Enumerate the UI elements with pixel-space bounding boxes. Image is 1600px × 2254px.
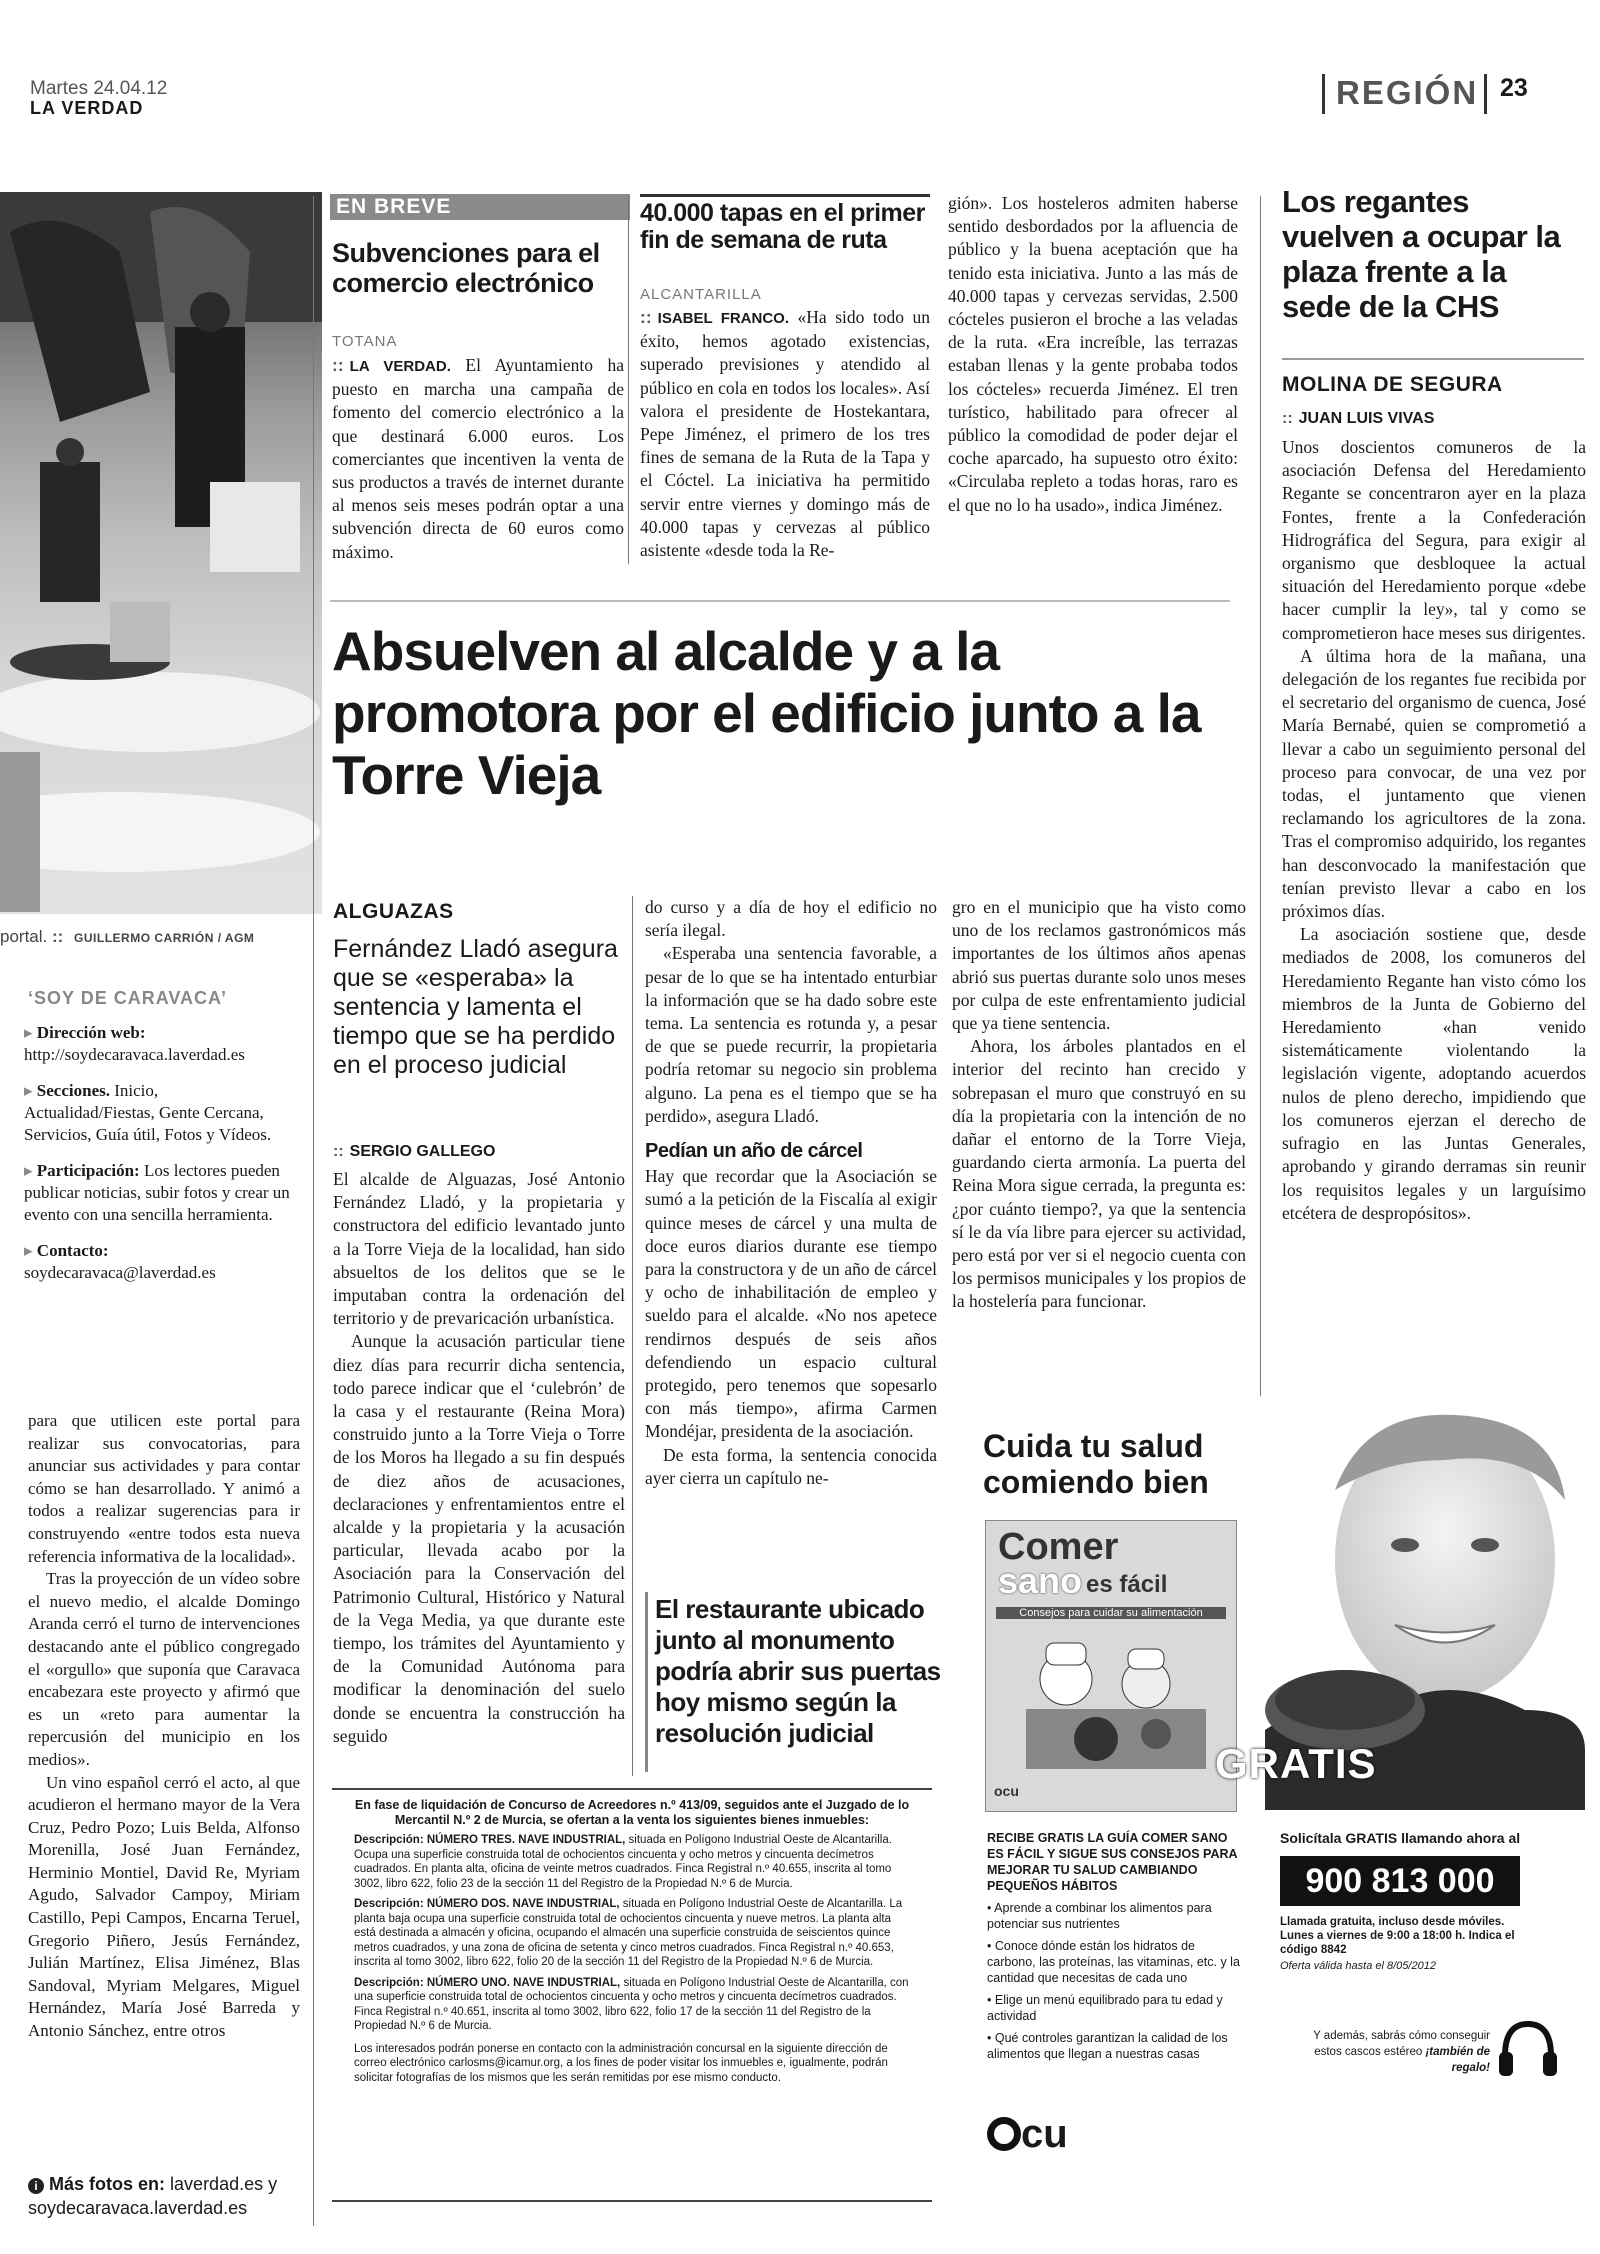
box-item-label: Secciones. — [36, 1081, 110, 1100]
issue-date: Martes 24.04.12 — [30, 78, 168, 99]
legal-intro: En fase de liquidación de Concurso de Acreedores n.º 413/09, seguidos ante el Juzgado de lo Mercantil N.º 2 de Murcia, se ofertan a la venta los siguientes bienes inmuebles: — [354, 1798, 910, 1827]
book-ocu-logo: ocu — [994, 1783, 1019, 1799]
benefits-list — [987, 1900, 1247, 2062]
banner-label: EN BREVE — [336, 195, 452, 218]
box-item-contact: ▸ Contacto: soydecaravaca@laverdad.es — [24, 1241, 216, 1282]
book-title-1: Comer — [998, 1526, 1119, 1568]
photo-caption: portal. — [0, 927, 48, 946]
guide-book — [985, 1520, 1237, 1812]
paragraph: gión». Los hosteleros admiten haberse sentido desbordados por la afluencia de público y la buena aceptación que ha tenido esta iniciativa. Junto a las más de 40.000 tapas y cervezas servidas, 2.500 cócteles pusieron el broche a las veladas de la ruta. «Era increíble, las terrazas estaban llenas y la gente probaba todos los cócteles» recuerda Jiménez. El tren turístico, habilitado para ofrecer al público la comodidad de poder dejar el coche aparcado, ha supuesto otro éxito: «Circulaba repleto a todas horas, raro es el que no lo ha usado», indica Jiménez. — [948, 193, 1238, 515]
legal-notice — [332, 1788, 932, 2202]
benefit-text: Qué controles garantizan la calidad de los alimentos que llegan a nuestras casas — [987, 2031, 1228, 2061]
main-col3 — [952, 896, 1246, 1314]
gift-text-bold: ¡también de regalo! — [1425, 2046, 1490, 2074]
separator-dots: :: — [1282, 410, 1293, 427]
rule — [330, 600, 1230, 602]
brief-body — [332, 354, 624, 564]
tapas-headline: 40.000 tapas en el primer fin de semana de ruta — [640, 199, 925, 254]
column-rule — [313, 196, 314, 2226]
main-byline: SERGIO GALLEGO — [349, 1143, 496, 1160]
legal-item-text: situada en Polígono Industrial Oeste de Alcantarilla, con una superficie construida total de ochocientos cincuenta y ocho metros y cincuenta decímetros cuadrados. Finca Registral n.º 40.651, inscrita al tomo 3002, libro 622, folio 17 de la sección 11 del Registro de la Propiedad N.º 6 de Murcia. — [354, 1976, 909, 2032]
brief-text: El Ayuntamiento ha puesto en marcha una campaña de fomento del comercio electrónico a la que destinará 6.000 euros. Los comerciantes que incentiven la venta de sus productos a través de internet durante al menos seis meses podrán optar a una subvención directa de 60 euros como máximo. — [332, 355, 624, 562]
legal-item-lead: Descripción: NÚMERO UNO. NAVE INDUSTRIAL, — [354, 1976, 621, 1989]
paragraph: De esta forma, la sentencia conocida ayer cierra un capítulo ne- — [645, 1444, 937, 1488]
legal-item-text: situada en Polígono Industrial Oeste de Alcantarilla. Ocupa una superficie construida total de ochocientos cincuenta y ocho metros y cincuenta decímetros cuadrados. En planta alta, oficina de veinte metros cuadrados. Finca Registral n.º 40.655, inscrita al tomo 3002, libro 622, folio 23 de la sección 11 del Registro de la Propiedad N.º 6 de Murcia. — [354, 1834, 892, 1890]
main-subhead: Pedían un año de cárcel — [645, 1140, 863, 1163]
paragraph: Ahora, los árboles plantados en el interior del recinto han crecido y sobrepasan el muro que construyó en su día la propietaria con la intención de no dañar el entorno de la Torre Vieja, guardando cierta armonía. La puerta del Reina Mora sigue cerrada, la pregunta es: ¿por cuánto tiempo?, ya que la sentencia sí le da vía libre para ejercer su actividad, pero está por ver si el negocio cuenta con los permisos municipales y los propios de la hostelería para funcionar. — [952, 1036, 1246, 1312]
box-item-text: Los lectores pueden publicar noticias, subir fotos y crear un evento con una sencilla herramienta. — [24, 1161, 290, 1224]
legal-item-lead: Descripción: NÚMERO TRES. NAVE INDUSTRIAL, — [354, 1834, 626, 1846]
phone-number[interactable]: 900 813 000 — [1280, 1856, 1520, 1906]
rule — [1282, 358, 1584, 360]
paragraph: «Esperaba una sentencia favorable, a pesar de lo que se ha intentado enturbiar la información que se ha dado sobre este tema. La sentencia es rotunda y, a pesar de que se puede recurrir, la propietaria podría retomar su negocio sin problema alguno. La pena es el tiempo que se ha perdido», asegura Lladó. — [645, 943, 937, 1126]
newspaper-name: LA VERDAD — [30, 98, 144, 118]
receive-text: RECIBE GRATIS LA GUÍA COMER SANO ES FÁCIL Y SIGUE SUS CONSEJOS PARA MEJORAR TU SALUD CAMBIANDO PEQUEÑOS HÁBITOS — [987, 1831, 1238, 1893]
section-name: REGIÓN — [1336, 74, 1479, 111]
pull-quote: El restaurante ubicado junto al monumento podría abrir sus puertas hoy mismo según la resolución judicial — [655, 1594, 941, 1748]
separator-dots: :: — [51, 927, 64, 946]
offer-validity: Oferta válida hasta el 8/05/2012 — [1280, 1960, 1436, 1972]
left-story-body — [28, 1410, 300, 2043]
ocu-logo — [987, 2110, 1077, 2157]
legal-item — [332, 1897, 932, 1976]
section-divider — [1322, 74, 1325, 114]
legal-item — [332, 1976, 932, 2040]
photo-scene — [0, 192, 322, 914]
gratis-label: GRATIS — [1215, 1740, 1377, 1787]
benefit-item: • Qué controles garantizan la calidad de los alimentos que llegan a nuestras casas — [987, 2031, 1228, 2061]
benefit-text: Aprende a combinar los alimentos para potenciar sus nutrientes — [987, 1901, 1212, 1931]
event-photo — [0, 192, 322, 914]
chs-headline: Los regantes vuelven a ocupar la plaza frente a la sede de la CHS — [1282, 184, 1561, 324]
headline-top-rule — [640, 194, 930, 197]
tapas-byline: ISABEL FRANCO. — [657, 310, 790, 327]
info-icon: i — [28, 2178, 44, 2194]
column-rule — [1260, 196, 1261, 1396]
paragraph: gro en el municipio que ha visto como uno de los reclamos gastronómicos más importantes de los últimos años apenas abrió sus puertas durante solo unos meses por culpa de este enfrentamiento judicial que ya tiene sentencia. — [952, 897, 1246, 1034]
paragraph: do curso y a día de hoy el edificio no sería ilegal. — [645, 897, 937, 941]
box-item-sections: ▸ Secciones. Inicio, Actualidad/Fiestas, Gente Cercana, Servicios, Guía útil, Fotos y Vídeos. — [24, 1081, 272, 1144]
ocu-logo-letters: cu — [1021, 2111, 1068, 2156]
main-deck: Fernández Lladó asegura que se «esperaba» la sentencia y lamenta el tiempo que se ha perdido en el proceso judicial — [333, 935, 618, 1079]
book-title-2: sano — [998, 1560, 1083, 1601]
more-photos — [28, 2172, 318, 2220]
tapas-location: ALCANTARILLA — [640, 286, 762, 303]
ocu-advertisement — [965, 1410, 1585, 2210]
paragraph: para que utilicen este portal para realizar sus convocatorias, para anunciar sus actividades y para contar cómo se han desarrollado. Y animó a todos a realizar sugerencias para ir construyendo «entre todos esta nueva referencia informativa de la localidad». — [28, 1411, 300, 1566]
legal-footer: Los interesados podrán ponerse en contacto con la administración concursal en la siguiente dirección de correo electrónico carlosms@icamur.org, a los fines de poder visitar los inmuebles e, igualmente, podrán solicitar fotografías de los mismos que les serán remitidas por ese mismo conducto. — [354, 2042, 888, 2084]
brief-location: TOTANA — [332, 333, 398, 350]
paragraph: La asociación sostiene que, desde mediados de 2008, los comuneros del Heredamiento Regante han visto cómo los miembros de la Junta de Gobierno del Heredamiento «han venido sistemáticamente violentando la legislación vigente, adoptando acuerdos nulos de pleno derecho, impidiendo que los comuneros ejerzan el derecho de sufragio en las Juntas Generales, aprobando y girando derramas sin reunir los requisitos legales y un larguísimo etcétera de despropósitos». — [1282, 924, 1586, 1223]
section-divider — [1484, 74, 1487, 114]
legal-item — [332, 1833, 932, 1897]
tapas-text: «Ha sido todo un éxito, hemos agotado existencias, superado previsiones y atendido al público en cola en todos los locales». Así valora el presidente de Hostekantara, Pepe Jiménez, el primero de los tres fines de semana de la Ruta de la Tapa y el Cóctel. La iniciativa ha permitido servir entre viernes y domingo más de 40.000 tapas y cervezas al público asistente «desde toda la Re- — [640, 307, 931, 561]
main-byline-wrap — [333, 1143, 495, 1161]
paragraph: El alcalde de Alguazas, José Antonio Fernández Lladó, y la propietaria y constructora del edificio levantado junto a la Torre Vieja de la localidad, han sido absueltos de los delitos que se le imputaban contra la ordenación del territorio y de prevaricación urbanística. — [333, 1169, 625, 1329]
gift-text — [1290, 2028, 1490, 2076]
separator-dots: :: — [332, 355, 344, 375]
headphones-icon — [1495, 2016, 1561, 2082]
main-location: ALGUAZAS — [333, 900, 454, 923]
benefit-text: Elige un menú equilibrado para tu edad y actividad — [987, 1993, 1223, 2023]
benefit-item: • Elige un menú equilibrado para tu edad y actividad — [987, 1993, 1223, 2023]
brief-headline: Subvenciones para el comercio electrónico — [332, 238, 600, 298]
benefit-text: Conoce dónde están los hidratos de carbono, las proteínas, las vitaminas, etc. y la cantidad que necesitas de cada uno — [987, 1939, 1240, 1985]
box-item-text[interactable]: http://soydecaravaca.laverdad.es — [24, 1045, 245, 1064]
chs-location: MOLINA DE SEGURA — [1282, 373, 1503, 396]
main-col2 — [645, 896, 937, 1490]
chefs-illustration — [996, 1629, 1226, 1779]
paragraph: Hay que recordar que la Asociación se sumó a la petición de la Fiscalía al exigir quince meses de cárcel y una multa de doce euros diarios durante ese tiempo para la constructora y de un año de cárcel y ocho de inhabilitación de empleo y sueldo para el alcalde. «No nos apetece rendirnos después de seis años defendiendo un espacio cultural protegido, pero tenemos que sopesarlo con más tiempo», afirma Carmen Mondéjar, presidenta de la asociación. — [645, 1166, 937, 1442]
pull-quote-bar — [645, 1592, 648, 1772]
benefit-item: • Conoce dónde están los hidratos de carbono, las proteínas, las vitaminas, etc. y la cantidad que necesitas de cada uno — [987, 1939, 1240, 1985]
chs-byline-wrap — [1282, 410, 1434, 428]
box-title: ‘SOY DE CARAVACA’ — [28, 988, 228, 1008]
box-item-label: Participación: — [36, 1161, 140, 1180]
soy-de-caravaca-box — [0, 960, 322, 1365]
paragraph: Tras la proyección de un vídeo sobre el nuevo medio, el alcalde Domingo Aranda cerró el turno de intervenciones destacando ante el público congregado el «orgullo» que suponía que Caravaca encabezara este proyecto y afirmó que es un «reto para aumentar la repercusión del municipio en los medios». — [28, 1569, 300, 1769]
ad-headline: Cuida tu salud comiendo bien — [983, 1428, 1209, 1500]
legal-item-lead: Descripción: NÚMERO DOS. NAVE INDUSTRIAL, — [354, 1898, 620, 1910]
separator-dots: :: — [640, 307, 652, 327]
box-items — [24, 1022, 292, 1284]
column-rule — [632, 896, 633, 1776]
more-photos-label: Más fotos en: — [49, 2174, 166, 2194]
en-breve-banner — [330, 194, 630, 220]
benefit-item: • Aprende a combinar los alimentos para potenciar sus nutrientes — [987, 1901, 1212, 1931]
more-photos-links[interactable]: laverdad.es y soydecaravaca.laverdad.es — [28, 2174, 278, 2218]
book-title-3: es fácil — [1086, 1571, 1168, 1598]
tapas-col2 — [948, 192, 1238, 517]
brief-byline: LA VERDAD. — [349, 358, 451, 375]
main-headline: Absuelven al alcalde y a la promotora por el edificio junto a la Torre Vieja — [332, 620, 1201, 806]
legal-item-text: situada en Polígono Industrial Oeste de Alcantarilla. La planta baja ocupa una superficie construida total de ochocientos cincuenta y nueve metros. La planta alta está destinada a almacén y oficina, ocupando el almacén una superficie construida de seiscientos quince metros cuadrados, y una zona de oficina de setenta y cinco metros cuadrados. Finca Registral n.º 40.653, inscrita al tomo 3002, libro 622, folio 20 de la sección 11 del Registro de la Propiedad N.º 6 de Murcia. — [354, 1898, 903, 1968]
paragraph: Un vino español cerró el acto, al que acudieron el hermano mayor de la Vera Cruz, Pedro Pozo; Luis Belda, Alfonso Morenilla, José Juan Fernández, Herminio Montiel, David Re, Myriam Agudo, Salvador Campoy, Miriam Castillo, Pepi Campos, Encarna Teruel, Gregorio Piñero, Jesús Fernández, Julián Martínez, Elisa Jiménez, Blas Sandoval, Myriam Melgares, Miguel Hernández, María José Barreda y Antonio Sánchez, entre otros — [28, 1772, 300, 2041]
photo-credit: GUILLERMO CARRIÓN / AGM — [74, 931, 255, 945]
ocu-logo-mark — [987, 2117, 1021, 2151]
column-rule — [628, 196, 629, 564]
separator-dots: :: — [333, 1143, 344, 1160]
box-item-text: Inicio, Actualidad/Fiestas, Gente Cercana, Servicios, Guía útil, Fotos y Vídeos. — [24, 1081, 272, 1144]
book-subtitle: Consejos para cuidar su alimentación — [996, 1607, 1226, 1619]
chs-body — [1282, 436, 1586, 1225]
call-text: Solicítala GRATIS llamando ahora al — [1280, 1830, 1521, 1846]
box-item-label: Dirección web: — [36, 1023, 146, 1042]
chs-byline: JUAN LUIS VIVAS — [1298, 410, 1435, 427]
box-item-participation: ▸ Participación: Los lectores pueden publicar noticias, subir fotos y crear un evento con una sencilla herramienta. — [24, 1161, 290, 1224]
page-number: 23 — [1500, 74, 1528, 102]
paragraph: A última hora de la mañana, una delegación de los regantes fue recibida por el secretario del organismo de cuenca, José María Bernabé, quien se comprometió a llevar a cabo un seguimiento personal del proceso para convocar, de una vez por todas, el juntamento que vienen reclamando los agricultores de la zona. Tras el compromiso adquirido, los regantes han desconvocado la manifestación que tenían previsto llevar a cabo en los próximos días. — [1282, 645, 1586, 922]
call-note: Llamada gratuita, incluso desde móviles. Lunes a viernes de 9:00 a 18:00 h. Indica el código 8842 — [1280, 1916, 1515, 1956]
box-item-web: ▸ Dirección web: http://soydecaravaca.laverdad.es — [24, 1023, 245, 1064]
gift-text-main: Y además, sabrás cómo conseguir estos cascos estéreo — [1313, 2030, 1490, 2058]
tapas-col1 — [640, 306, 930, 562]
box-item-label: Contacto: — [36, 1241, 109, 1260]
paragraph: Unos doscientos comuneros de la asociación Defensa del Heredamiento Regante se concentraron ayer en la plaza Fontes, frente a la Confederación Hidrográfica del Segura, para exigir al organismo que desbloquee la actual situación del Heredamiento porque «debe hacer cumplir la ley», tal y como se comprometieron hace meses sus dirigentes. — [1282, 437, 1586, 643]
main-col1 — [333, 1168, 625, 1748]
paragraph: Aunque la acusación particular tiene diez días para recurrir dicha sentencia, todo parece indicar que el ‘culebrón’ de la casa y el restaurante (Reina Mora) construido junto a la Torre Vieja o Torre de los Moros ha llegado a su fin después de diez años de acusaciones, declaraciones y enfrentamientos entre el alcalde y la propietaria y la acusación particular, llevada acabo por la Asociación para la Conservación del Patrimonio Cultural, Histórico y Natural de la Vega Media, ya que durante este tiempo, los trámites del Ayuntamiento y de la Comunidad Autónoma para modificar la denominación del suelo donde se encuentra la construcción ha seguido — [333, 1331, 625, 1746]
box-item-text[interactable]: soydecaravaca@laverdad.es — [24, 1263, 216, 1282]
